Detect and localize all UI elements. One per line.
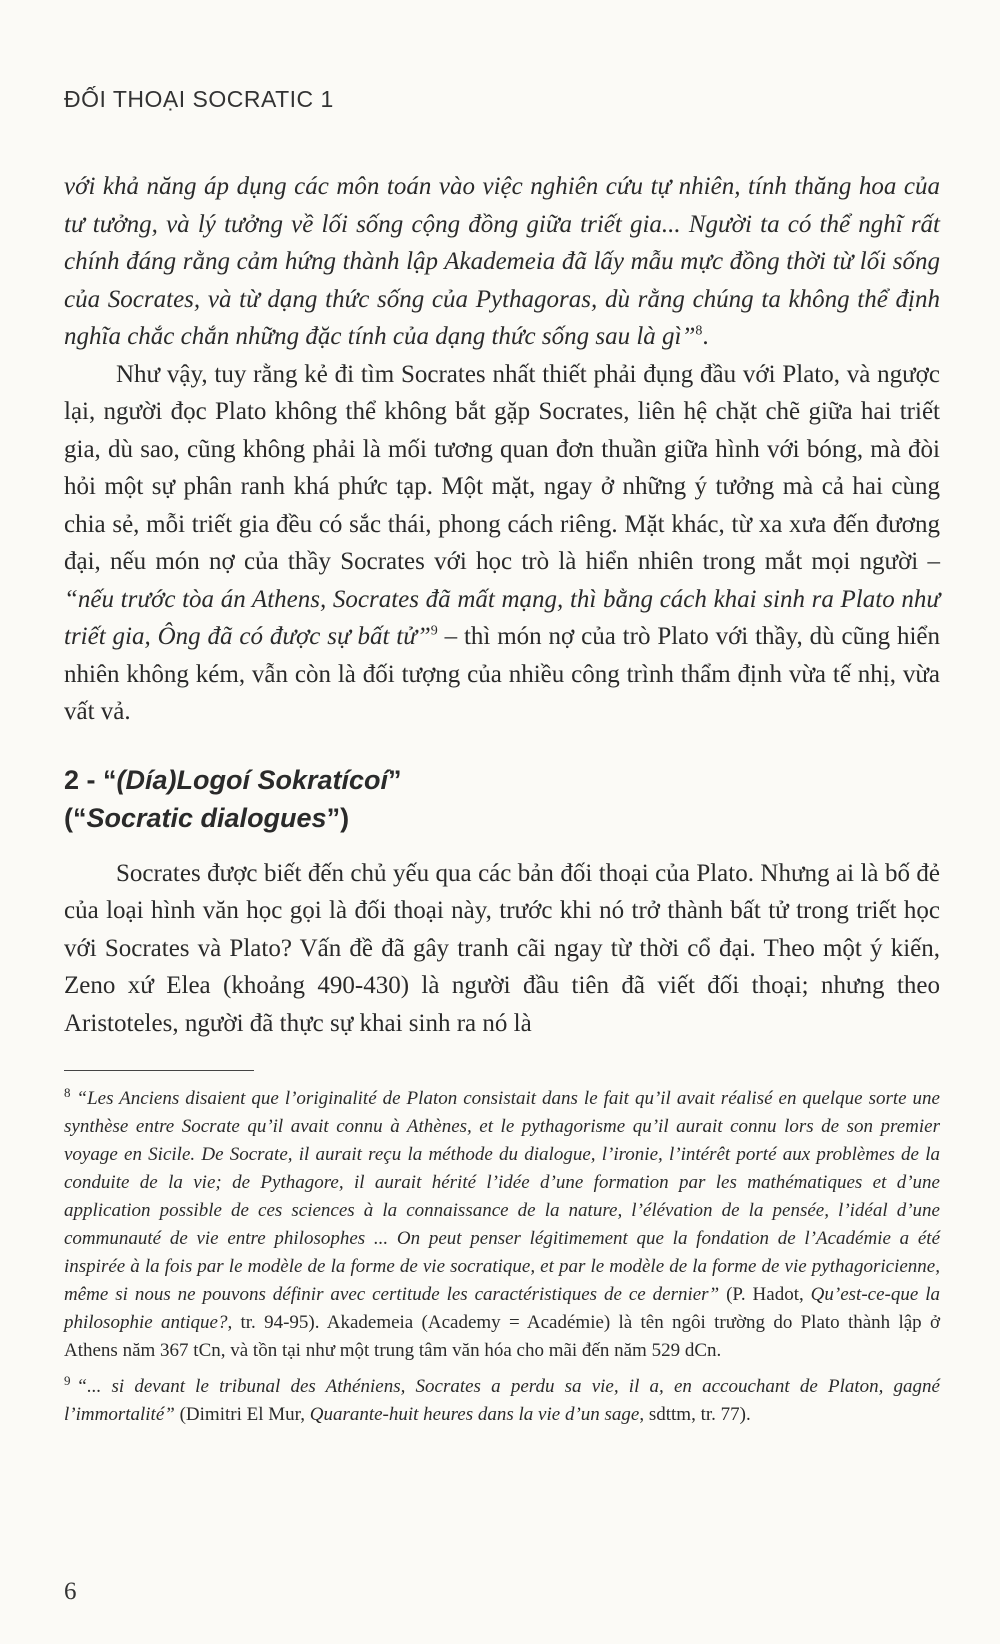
quote-text: với khả năng áp dụng các môn toán vào việc nghiên cứu tự nhiên, tính thăng hoa của tư tưởng, và lý tưởng về lối sống cộng đồng giữa triết gia... Người ta có thể nghĩ rất chính đáng rằng cảm hứng thành lập Akademeia đã lấy mẫu mực đồng thời từ lối sống của Socrates, và từ dạng thức sống của Pythagoras, dù rằng chúng ta không thể định nghĩa chắc chắn những đặc tính của dạng thức sống sau là gì” — [64, 173, 940, 350]
footnote-cite-title: Quarante-huit heures dans la vie d’un sage — [309, 1404, 640, 1425]
paragraph-dialogue-origin: Socrates được biết đến chủ yếu qua các bản đối thoại của Plato. Nhưng ai là bố đẻ của loại hình văn học gọi là đối thoại này, trước khi nó trở thành bất tử trong triết học với Socrates và Plato? Vấn đề đã gây tranh cãi ngay từ thời cổ đại. Theo một ý kiến, Zeno xứ Elea (khoảng 490-430) là người đầu tiên đã viết đối thoại; nhưng theo Aristoteles, người đã thực sự khai sinh ra nó là — [64, 859, 940, 1037]
page-body — [64, 168, 940, 1437]
running-header: ĐỐI THOẠI SOCRATIC 1 — [64, 86, 334, 112]
footnote-number: 9 — [64, 1372, 71, 1388]
inline-quote: “nếu trước tòa án Athens, Socrates đã mất mạng, thì bằng cách khai sinh ra Plato như triết gia, Ông đã có được sự bất tử” — [64, 585, 940, 650]
footnote-divider — [64, 1070, 254, 1071]
section-subtitle — [64, 799, 940, 837]
footnote-cite-close: , tr. 94-95). Akademeia (Academy = Académie) là tên ngôi trường do Plato thành lập ở Athens năm 367 tCn, và tồn tại như một trung tâm văn hóa cho mãi đến năm 529 dCn. — [64, 1312, 940, 1361]
subtitle-english: Socratic dialogues — [86, 802, 327, 833]
section-heading — [64, 761, 940, 837]
footnote-cite-title: Qu’est-ce-que la philosophie antique? — [64, 1284, 940, 1333]
text-part-1: Như vậy, tuy rằng kẻ đi tìm Socrates nhất thiết phải đụng đầu với Plato, và ngược lại, người đọc Plato không thể không bắt gặp Socrates, liên hệ chặt chẽ giữa hai triết gia, dù sao, cũng không phải là mối tương quan đơn thuần giữa hình với bóng, mà đòi hỏi một sự phân ranh khá phức tạp. Một mặt, ngay ở những ý tưởng mà cả hai cùng chia sẻ, mỗi triết gia đều có sắc thái, phong cách riêng. Mặt khác, từ xa xưa đến đương đại, nếu món nợ của thầy Socrates với học trò là hiển nhiên trong mắt mọi người – — [64, 360, 940, 575]
paragraph-socrates-plato — [64, 356, 940, 731]
footnote-quote: “Les Anciens disaient que l’originalité de Platon consistait dans le fait qu’il avait réalisé en quelque sorte une synthèse entre Socrate qu’il avait connu à Athènes, et le pythagorisme qu’il aurait connu lors de son premier voyage en Sicile. De Socrate, il aurait reçu la méthode du dialogue, l’ironie, l’intérêt porté aux problèmes de la conduite de la vie; de Pythagore, il aurait hérité l’idée d’une formation par les mathématiques et d’une application possible de ces sciences à la connaissance de la nature, l’élévation de la pensée, l’idéal d’une communauté de vie entre philosophes ... On peut penser légitimement que la fondation de l’Académie a été inspirée à la fois par le modèle de la forme de vie socratique, et par le modèle de la forme de vie pythagoricienne, même si nous ne pouvons définir avec certitude les caractéristiques de ce dernier” — [64, 1088, 940, 1305]
text-part-2: – thì món nợ của trò Plato với thầy, dù cũng hiển nhiên không kém, vẫn còn là đối tượng của nhiều công trình thẩm định vừa tế nhị, vừa vất vả. — [64, 623, 940, 725]
section-title-close: ” — [388, 764, 402, 795]
footnote-9 — [64, 1373, 940, 1429]
footnote-cite-open: (Dimitri El Mur, — [174, 1404, 310, 1425]
sentence-end: . — [702, 323, 709, 350]
section-title — [64, 761, 940, 799]
section-number: 2 - “ — [64, 764, 117, 795]
paragraph-continued-quote — [64, 168, 940, 356]
footnote-quote: “... si devant le tribunal des Athéniens, Socrates a perdu sa vie, il a, en accouchant de Platon, gagné l’immortalité” — [64, 1376, 940, 1425]
subtitle-open: (“ — [64, 802, 87, 833]
footnote-ref-9[interactable]: 9 — [430, 623, 438, 639]
footnote-cite-close: , sdttm, tr. 77). — [639, 1404, 751, 1425]
footnote-cite-open: (P. Hadot, — [719, 1284, 811, 1305]
footnote-ref-8[interactable]: 8 — [695, 323, 703, 339]
page-number: 6 — [64, 1578, 77, 1605]
footnote-8 — [64, 1085, 940, 1365]
section-title-greek: (Día)Logoí Sokratícoí — [116, 764, 389, 795]
footnote-number: 8 — [64, 1084, 71, 1100]
subtitle-close: ”) — [326, 802, 350, 833]
